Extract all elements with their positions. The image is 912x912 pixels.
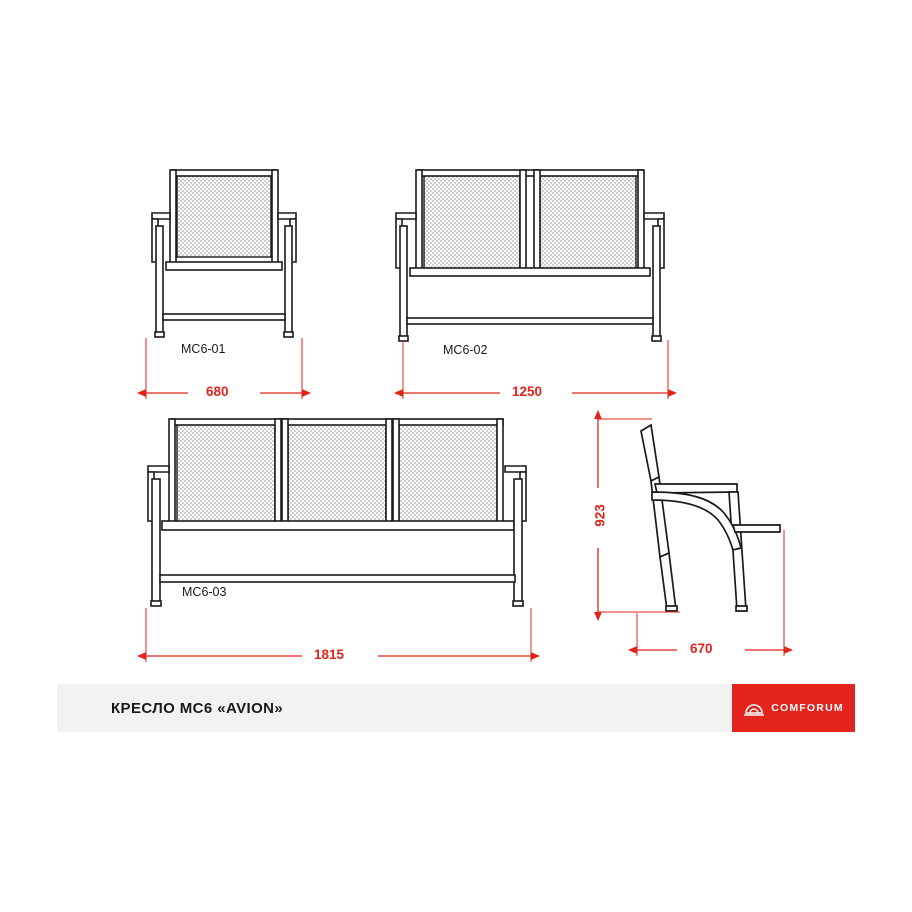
page-title-model: «AVION» [217, 699, 284, 717]
brand-logo-text: COMFORUM [771, 702, 844, 714]
label-mc6-01: МС6-01 [181, 342, 226, 356]
chair-mc6-01-front-view [152, 170, 296, 337]
label-mc6-02: МС6-02 [443, 343, 488, 357]
chair-side-view [641, 425, 780, 611]
brand-logo [732, 684, 855, 732]
dimension-text-670: 670 [690, 641, 713, 656]
dimension-text-1250: 1250 [512, 384, 543, 399]
page-title [111, 700, 283, 717]
label-mc6-03: МС6-03 [182, 585, 227, 599]
footer-bar [57, 684, 855, 732]
dimension-text-1815: 1815 [314, 647, 345, 662]
chair-mc6-02-front-view [396, 170, 664, 341]
dimension-text-923: 923 [592, 504, 608, 527]
comforum-arch-icon [743, 699, 765, 717]
page-title-prefix: КРЕСЛО МС6 [111, 699, 218, 717]
chair-mc6-03-front-view [148, 419, 526, 606]
dimension-text-680: 680 [206, 384, 229, 399]
